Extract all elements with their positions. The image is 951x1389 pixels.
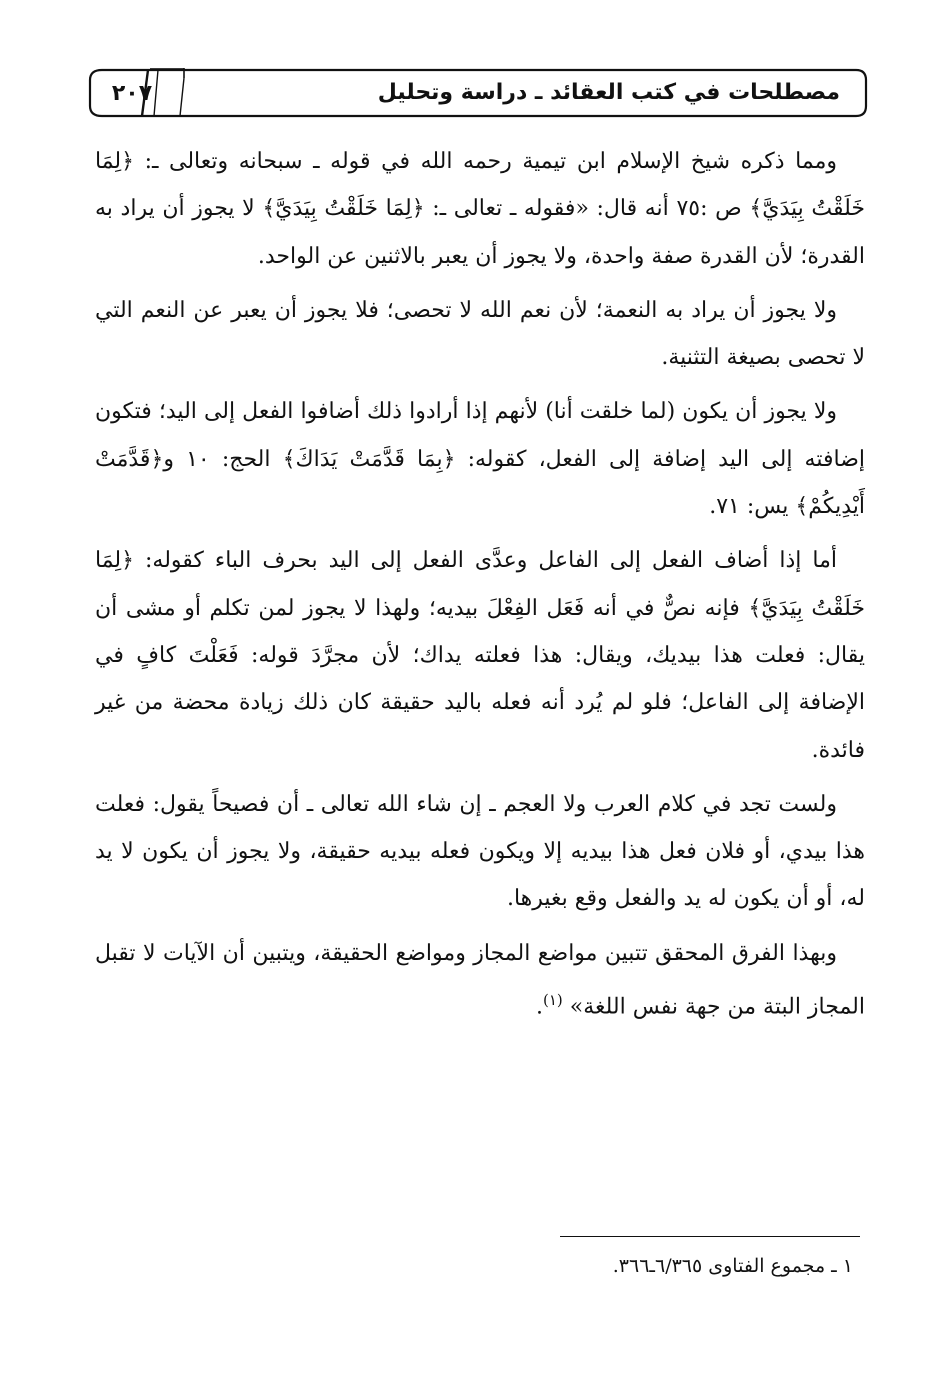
paragraph-6-text: وبهذا الفرق المحقق تتبين مواضع المجاز ومواضع الحقيقة، ويتبين أن الآيات لا تقبل المجاز البتة من جهة نفس اللغة» bbox=[95, 940, 865, 1020]
paragraph-5: ولست تجد في كلام العرب ولا العجم ـ إن شاء الله تعالى ـ أن فصيحاً يقول: فعلت هذا بيدي، أو فلان فعل هذا بيديه إلا ويكون فعله بيديه حقيقة، ولا يجوز أن يكون لا يد له، أو أن يكون له يد والفعل وقع بغيرها. bbox=[95, 791, 865, 912]
main-text bbox=[95, 138, 865, 1038]
footnote-1: ١ ـ مجموع الفتاوى ٦/٣٦٥ـ٣٦٦. bbox=[612, 1255, 853, 1277]
page-header bbox=[88, 68, 868, 118]
paragraph-4: أما إذا أضاف الفعل إلى الفاعل وعدَّى الفعل إلى اليد بحرف الباء كقوله: ﴿لِمَا خَلَقْتُ بِيَدَيَّ﴾ فإنه نصٌّ في أنه فَعَل الفِعْلَ بيديه؛ ولهذا لا يجوز لمن تكلم أو مشى أن يقال: فعلت هذا بيديك، ويقال: هذا فعلته يداك؛ لأن مجرَّدَ قوله: فَعَلْتَ كافٍ في الإضافة إلى الفاعل؛ فلو لم يُرد أنه فعله باليد حقيقة كان ذلك زيادة محضة من غير فائدة. bbox=[95, 548, 865, 763]
footnote-divider bbox=[560, 1236, 860, 1237]
page-tab-divider-3 bbox=[180, 78, 184, 116]
footnote-reference[interactable]: (١) bbox=[542, 991, 563, 1010]
paragraph-2: ولا يجوز أن يراد به النعمة؛ لأن نعم الله لا تحصى؛ فلا يجوز أن يعبر عن النعم التي لا تحصى بصيغة التثنية. bbox=[95, 297, 865, 371]
paragraph-1: ومما ذكره شيخ الإسلام ابن تيمية رحمه الله في قوله ـ سبحانه وتعالى ـ: ﴿لِمَا خَلَقْتُ بِيَدَيَّ﴾ ص :٧٥ أنه قال: «فقوله ـ تعالى ـ: ﴿لِمَا خَلَقْتُ بِيَدَيَّ﴾ لا يجوز أن يراد به القدرة؛ لأن القدرة صفة واحدة، ولا يجوز أن يعبر بالاثنين عن الواحد. bbox=[95, 149, 865, 269]
paragraph-3: ولا يجوز أن يكون (لما خلقت أنا) لأنهم إذا أرادوا ذلك أضافوا الفعل إلى اليد؛ فتكون إضافته إلى اليد إضافة إلى الفعل، كقوله: ﴿بِمَا قَدَّمَتْ يَدَاكَ﴾ الحج: ١٠ و﴿قَدَّمَتْ أَيْدِيكُمْ﴾ يس: ٧١. bbox=[95, 399, 865, 520]
paragraph-6: وبهذا الفرق المحقق تتبين مواضع المجاز ومواضع الحقيقة، ويتبين أن الآيات لا تقبل المجاز البتة من جهة نفس اللغة» $^{(١)}$. bbox=[95, 940, 865, 1020]
running-title: مصطلحات في كتب العقائد ـ دراسة وتحليل bbox=[377, 80, 840, 105]
page-number: ٢٠٧ bbox=[111, 81, 153, 106]
